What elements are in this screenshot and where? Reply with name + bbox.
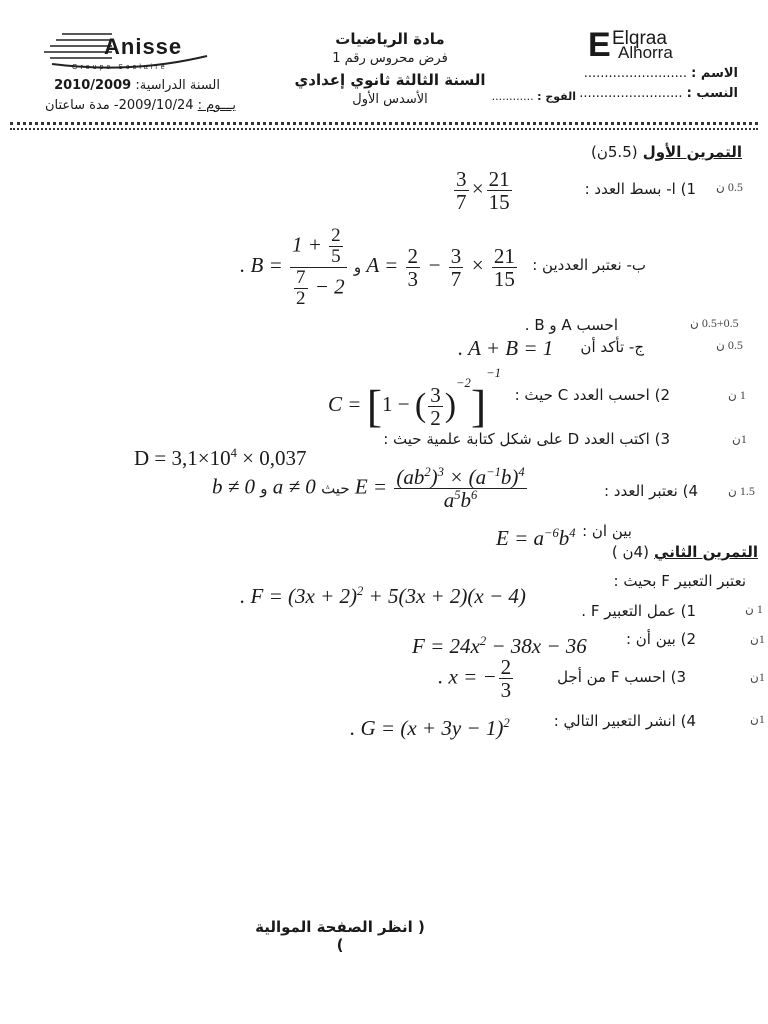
- header-divider-2: [10, 128, 758, 130]
- group-label: الفوج :: [537, 90, 576, 103]
- exercise2-heading: [612, 542, 758, 561]
- q4-and: و: [260, 479, 268, 498]
- exercise1-points: (5.5ن): [591, 143, 638, 161]
- q4-expression: b ≠ 0 و a ≠ 0 حيث E = $\frac{(ab^2)^3 \times (a^{-1}b)^4}{a^5b^6}$: [212, 465, 525, 513]
- q3-expression: $D = 3,1\times 10^4 \times 0,037$: [134, 446, 307, 470]
- level: السنة الثالثة ثانوي إعدادي: [294, 71, 486, 89]
- ex2-q4-expression: . $G = (x + 3y - 1)^2$: [350, 716, 510, 740]
- exercise2-points: (4ن ): [611, 543, 649, 561]
- logo-right-line1: Elqraa: [612, 28, 667, 49]
- logo-right-line2: Alhorra: [618, 43, 673, 62]
- q2-text: 2) احسب العدد C حيث :: [514, 386, 670, 404]
- header-divider: [10, 122, 758, 125]
- q2-expression: C = [1 − ( $\frac{3}{2}$ )$^{-2}$]$^{-1}$: [328, 366, 501, 432]
- footer-next-page: ( انظر الصفحة الموالية ): [255, 918, 425, 954]
- ex2-q3-expression: . x = − $\frac{2}{3}$: [438, 655, 512, 703]
- name-field: الاسم : .........................: [583, 66, 738, 81]
- exercise2-expression: . $F = (3x + 2)^2 + 5(3x + 2)(x - 4)$: [240, 584, 526, 608]
- subject: مادة الرياضيات: [335, 30, 445, 48]
- school-logo-right: [588, 26, 718, 66]
- q1-points: 0.5 ن: [716, 180, 743, 194]
- test-title: فرض محروس رقم 1: [332, 51, 448, 66]
- school-year: [54, 78, 220, 93]
- exam-date: [45, 98, 236, 113]
- ex2-q2-expression: $F = 24x^2 - 38x - 36$: [412, 634, 587, 658]
- logo-name: Anisse: [104, 34, 183, 59]
- q1c-text: ج- تأكد أن: [580, 338, 644, 356]
- school-year-label: السنة الدراسية:: [135, 78, 220, 93]
- school-logo-left: [42, 26, 212, 74]
- group-field: الفوج : ............: [491, 90, 576, 103]
- ex2-q1-points: 1 ن: [745, 602, 763, 616]
- ex2-q3-points: 1ن: [750, 670, 765, 684]
- q1b-calc-text: احسب A و B .: [524, 316, 618, 334]
- semester: الأسدس الأول: [352, 92, 428, 107]
- q1c-points: 0.5 ن: [716, 338, 743, 352]
- school-year-value: 2010/2009: [54, 78, 132, 93]
- ex2-q3-text: 3) احسب F من أجل: [557, 668, 686, 686]
- q4b-text: بين ان :: [582, 522, 632, 540]
- ex2-q2-text: 2) بين أن :: [625, 630, 696, 648]
- q3-points: 1ن: [732, 432, 747, 446]
- q4-text: 4) نعتبر العدد :: [603, 482, 698, 500]
- exercise1-title: التمرين الأول: [642, 143, 742, 161]
- q3-text: 3) اكتب العدد D على شكل كتابة علمية حيث :: [383, 430, 670, 448]
- q1b-and: و: [353, 258, 362, 277]
- ex2-q1-text: 1) عمل التعبير F .: [581, 602, 696, 620]
- exercise2-intro: نعتبر التعبير F بحيث :: [613, 572, 746, 590]
- q1-expression: $\frac{3}{7}$ × $\frac{21}{15}$: [456, 167, 510, 215]
- logo-e-letter: E: [588, 26, 611, 64]
- ex2-q4-points: 1ن: [750, 712, 765, 726]
- date-label: يـــوم :: [197, 98, 236, 113]
- q1b-text: ب- نعتبر العددين :: [532, 256, 646, 274]
- surname-field: النسب : .........................: [579, 86, 738, 101]
- name-label: الاسم :: [691, 66, 738, 81]
- logo-subtitle: Groupe Scolaire: [72, 64, 168, 71]
- q1b-calc-points: 0.5+0.5 ن: [690, 316, 739, 330]
- ex2-q2-points: 1ن: [750, 632, 765, 646]
- date-value: 2009/10/24: [118, 98, 194, 113]
- q4-where: حيث: [321, 479, 350, 498]
- q4-points: 1.5 ن: [728, 484, 755, 498]
- q2-points: 1 ن: [728, 388, 746, 402]
- q4b-expression: $E = a^{-6}b^4$: [496, 526, 576, 550]
- exercise2-title: التمرين الثاني: [654, 543, 758, 561]
- surname-label: النسب :: [686, 86, 738, 101]
- ex2-q4-text: 4) انشر التعبير التالي :: [553, 712, 696, 730]
- duration: - مدة ساعتان: [44, 98, 119, 113]
- q1c-expression: . A + B = 1: [458, 336, 554, 360]
- exercise1-heading: [591, 142, 742, 161]
- q1b-expression: . B = 1 + $\frac{2}{5}$ $\frac{7}{2}$ − 2 و A = $\frac{2}{3}$ − $\frac{3}{7}$ × $\frac{21}{15}$: [240, 225, 515, 309]
- q1-text: 1) ا- بسط العدد :: [584, 180, 696, 198]
